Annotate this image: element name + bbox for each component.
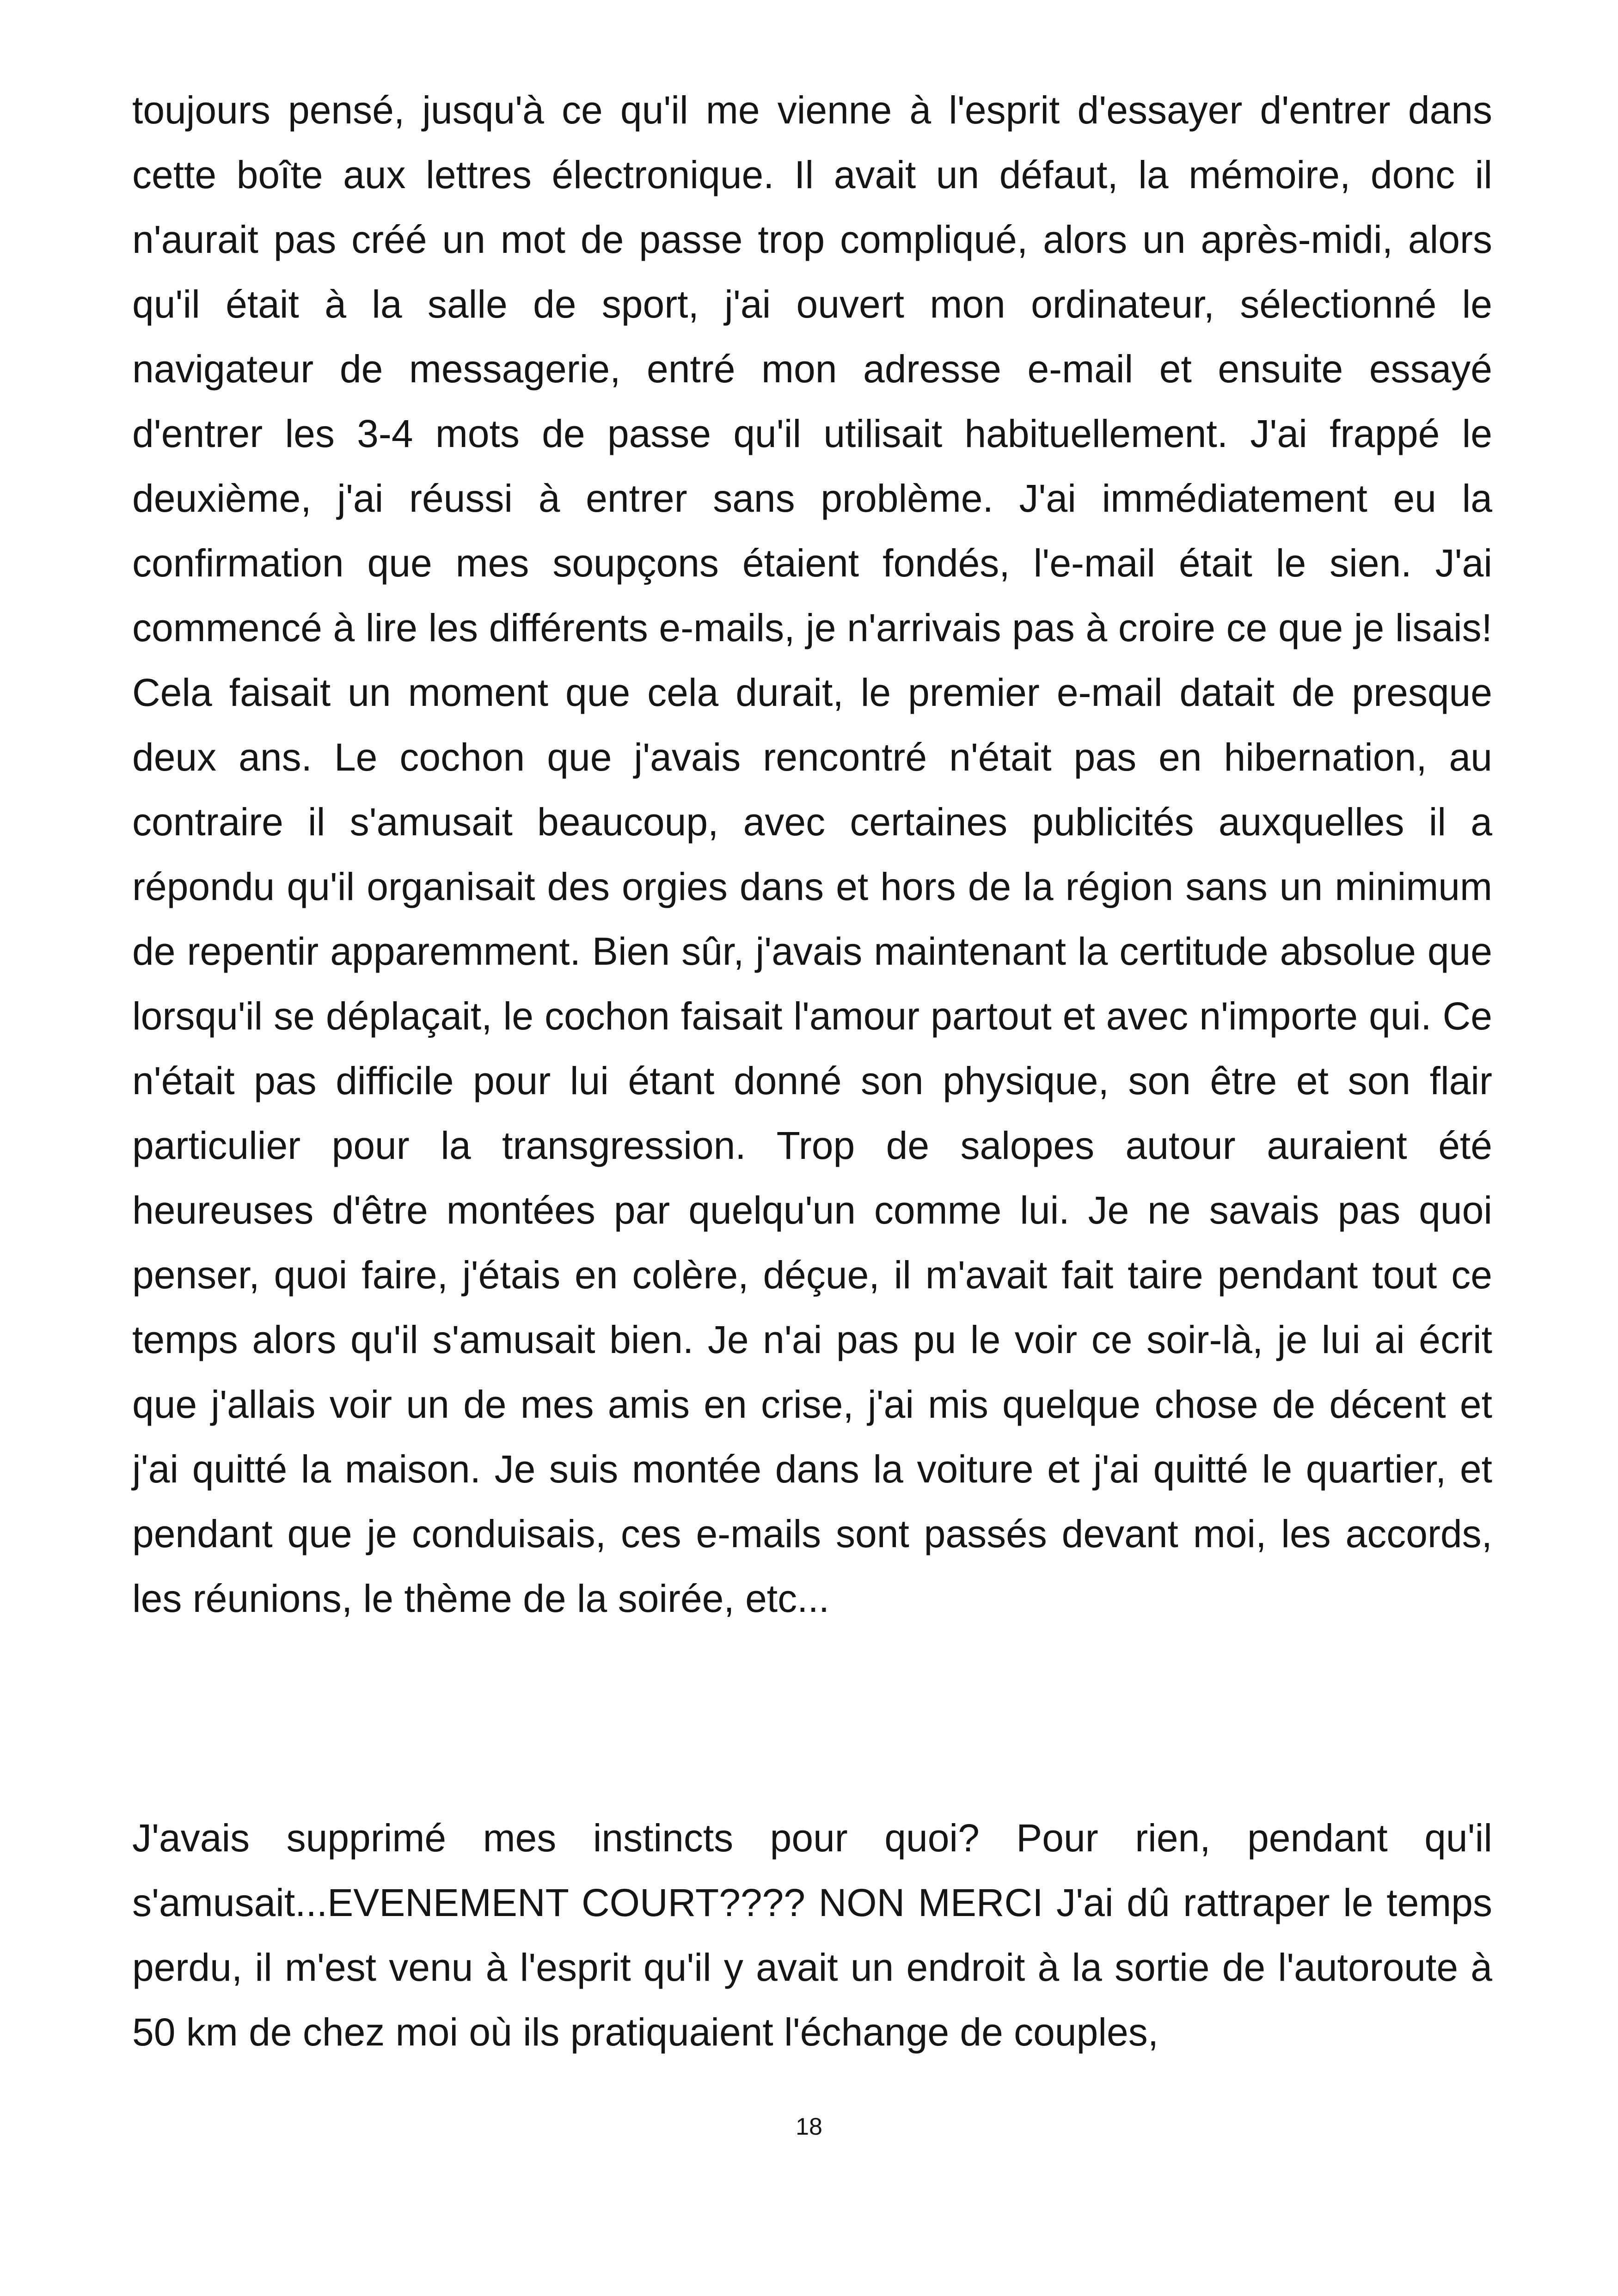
paragraph-2: J'avais supprimé mes instincts pour quoi? Pour rien, pendant qu'il s'amusait...EVENEMENT COURT???? NON MERCI J'ai dû rattraper le temps perdu, il m'est venu à l'esprit qu'il y avait un endroit à la sortie de l'autoroute à 50 km de chez moi où ils pratiquaient l'échange de couples, xyxy=(132,1816,1492,2054)
paragraph-1: toujours pensé, jusqu'à ce qu'il me vienne à l'esprit d'essayer d'entrer dans cette boîte aux lettres électronique. Il avait un défaut, la mémoire, donc il n'aurait pas créé un mot de passe trop compliqué, alors un après-midi, alors qu'il était à la salle de sport, j'ai ouvert mon ordinateur, sélectionné le navigateur de messagerie, entré mon adresse e-mail et ensuite essayé d'entrer les 3-4 mots de passe qu'il utilisait habituellement. J'ai frappé le deuxième, j'ai réussi à entrer sans problème. J'ai immédiatement eu la confirmation que mes soupçons étaient fondés, l'e-mail était le sien. J'ai commencé à lire les différents e-mails, je n'arrivais pas à croire ce que je lisais! Cela faisait un moment que cela durait, le premier e-mail datait de presque deux ans. Le cochon que j'avais rencontré n'était pas en hibernation, au contraire il s'amusait beaucoup, avec certaines publicités auxquelles il a répondu qu'il organisait des orgies dans et hors de la région sans un minimum de repentir apparemment. Bien sûr, j'avais maintenant la certitude absolue que lorsqu'il se déplaçait, le cochon faisait l'amour partout et avec n'importe qui. Ce n'était pas difficile pour lui étant donné son physique, son être et son flair particulier pour la transgression. Trop de salopes autour auraient été heureuses d'être montées par quelqu'un comme lui. Je ne savais pas quoi penser, quoi faire, j'étais en colère, déçue, il m'avait fait taire pendant tout ce temps alors qu'il s'amusait bien. Je n'ai pas pu le voir ce soir-là, je lui ai écrit que j'allais voir un de mes amis en crise, j'ai mis quelque chose de décent et j'ai quitté la maison. Je suis montée dans la voiture et j'ai quitté le quartier, et pendant que je conduisais, ces e-mails sont passés devant moi, les accords, les réunions, le thème de la soirée, etc... xyxy=(132,88,1492,1620)
page-number: 18 xyxy=(796,2113,822,2140)
